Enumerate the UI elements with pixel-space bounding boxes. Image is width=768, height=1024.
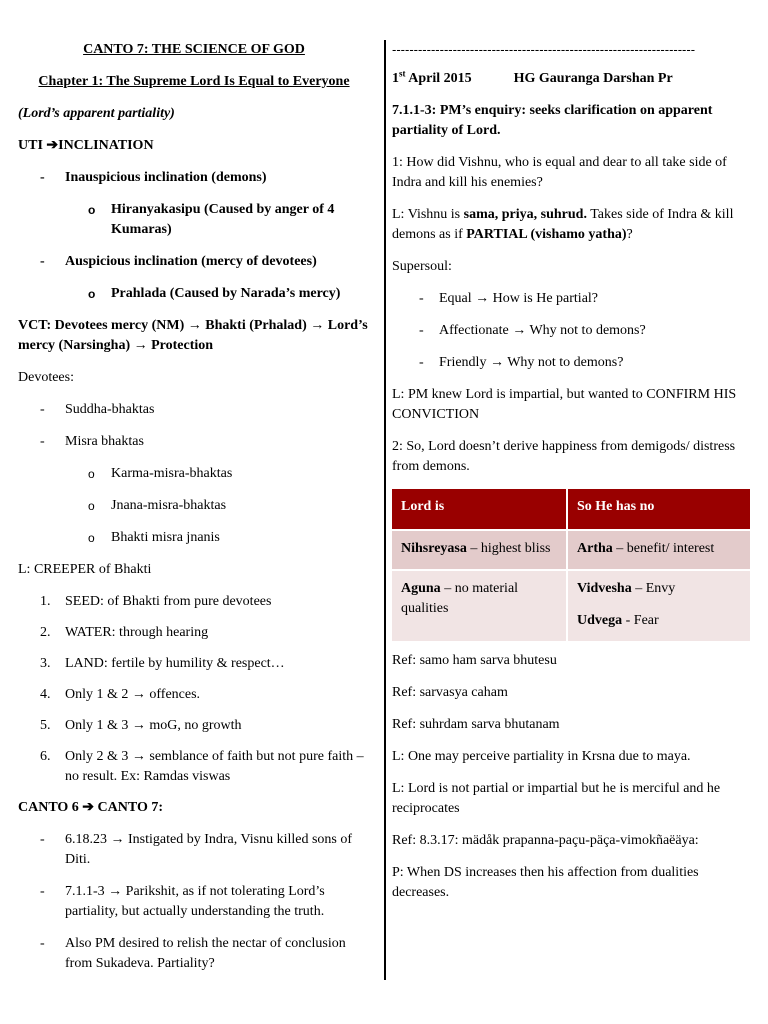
dash-bullet: - xyxy=(419,355,424,370)
list-item: - Also PM desired to relish the nectar of conclusion from Sukadeva. Partiality? xyxy=(40,936,346,971)
answer-1: L: Vishnu is sama, priya, suhrud. Takes side of Indra & kill demons as if PARTIAL (vishamo yatha)? xyxy=(392,207,734,242)
table-cell: Nihsreyasa – highest bliss xyxy=(392,530,567,570)
list-item: o Bhakti misra jnanis xyxy=(18,528,370,548)
verse-heading: 7.1.1-3: PM’s enquiry: seeks clarification on apparent partiality of Lord. xyxy=(392,103,713,138)
note-line: L: Lord is not partial or impartial but he is merciful and he reciprocates xyxy=(392,781,721,816)
reference-line: Ref: sarvasya caham xyxy=(392,685,508,700)
column-divider xyxy=(384,40,386,980)
dash-bullet: - xyxy=(40,936,45,951)
dash-bullet: - xyxy=(40,254,45,269)
left-column xyxy=(18,40,370,986)
subtitle: (Lord’s apparent partiality) xyxy=(18,106,175,121)
uti-heading: UTI ➔INCLINATION xyxy=(18,138,154,153)
creeper-heading: L: CREEPER of Bhakti xyxy=(18,562,152,577)
numbered-item: 1. SEED: of Bhakti from pure devotees xyxy=(40,594,272,609)
reference-line: Ref: samo ham sarva bhutesu xyxy=(392,653,557,668)
dash-bullet: - xyxy=(40,434,45,449)
table-header-row xyxy=(392,489,751,530)
question-2: 2: So, Lord doesn’t derive happiness from demigods/ distress from demons. xyxy=(392,439,736,474)
dash-bullet: - xyxy=(419,323,424,338)
numbered-item: 2. WATER: through hearing xyxy=(40,625,209,640)
chapter-title: Chapter 1: The Supreme Lord Is Equal to Everyone xyxy=(38,74,350,89)
table-row xyxy=(392,530,751,570)
list-item: - Inauspicious inclination (demons) xyxy=(18,168,370,188)
list-item: - Equal → How is He partial? xyxy=(392,289,752,309)
lecture-header xyxy=(392,69,752,89)
dash-bullet: - xyxy=(419,291,424,306)
dash-bullet: - xyxy=(40,170,45,185)
list-item: - Friendly → Why not to demons? xyxy=(392,353,752,373)
list-item: o Prahlada (Caused by Narada’s mercy) xyxy=(18,284,370,304)
note-line: L: One may perceive partiality in Krsna due to maya. xyxy=(392,749,691,764)
circle-bullet: o xyxy=(88,203,96,217)
reference-line: Ref: 8.3.17: mädåk prapanna-paçu-päça-vimokñaëäya: xyxy=(392,833,699,848)
dash-bullet: - xyxy=(40,402,45,417)
circle-bullet: o xyxy=(88,287,96,301)
circle-bullet: o xyxy=(88,467,95,481)
list-item: - 7.1.1-3 → Parikshit, as if not tolerating Lord’s partiality, but actually understanding the truth. xyxy=(40,884,325,919)
table-header: So He has no xyxy=(567,489,751,530)
canto-link-heading: CANTO 6 ➔ CANTO 7: xyxy=(18,800,164,815)
table-cell: Artha – benefit/ interest xyxy=(567,530,751,570)
numbered-item: 5. Only 1 & 3 → moG, no growth xyxy=(40,718,242,733)
table-cell: Vidvesha – Envy Udvega - Fear xyxy=(567,570,751,641)
right-column xyxy=(392,40,752,915)
answer-2: L: PM knew Lord is impartial, but wanted to CONFIRM HIS CONVICTION xyxy=(392,387,737,422)
question-1: 1: How did Vishnu, who is equal and dear to all take side of Indra and kill his enemies? xyxy=(392,155,727,190)
devotees-heading: Devotees: xyxy=(18,370,74,385)
speaker-name: HG Gauranga Darshan Pr xyxy=(513,71,673,86)
table-header: Lord is xyxy=(392,489,567,530)
note-line: P: When DS increases then his affection from dualities decreases. xyxy=(392,865,699,900)
table-cell: Aguna – no material qualities xyxy=(392,570,567,641)
list-item: o Jnana-misra-bhaktas xyxy=(18,496,370,516)
list-item: - Auspicious inclination (mercy of devotees) xyxy=(18,252,370,272)
dash-bullet: - xyxy=(40,832,45,847)
numbered-item: 4. Only 1 & 2 → offences. xyxy=(40,687,201,702)
reference-line: Ref: suhrdam sarva bhutanam xyxy=(392,717,560,732)
circle-bullet: o xyxy=(88,499,95,513)
circle-bullet: o xyxy=(88,531,95,545)
table-row xyxy=(392,570,751,641)
lecture-date: 1st April 2015 xyxy=(392,68,472,86)
supersoul-heading: Supersoul: xyxy=(392,259,452,274)
list-item: o Hiranyakasipu (Caused by anger of 4 Kumaras) xyxy=(88,202,335,237)
numbered-item: 6. Only 2 & 3 → semblance of faith but not pure faith – no result. Ex: Ramdas viswas xyxy=(40,749,364,784)
list-item: - Suddha-bhaktas xyxy=(18,400,370,420)
numbered-item: 3. LAND: fertile by humility & respect… xyxy=(40,656,285,671)
canto-title: CANTO 7: THE SCIENCE OF GOD xyxy=(83,42,305,57)
separator-dashes: ---------------------------------------------------------------------- xyxy=(392,42,696,57)
dash-bullet: - xyxy=(40,884,45,899)
list-item: - Affectionate → Why not to demons? xyxy=(392,321,752,341)
list-item: o Karma-misra-bhaktas xyxy=(18,464,370,484)
list-item: - Misra bhaktas xyxy=(18,432,370,452)
vct-note: VCT: Devotees mercy (NM) → Bhakti (Prhalad) → Lord’s mercy (Narsingha) → Protection xyxy=(18,318,368,353)
qualities-table xyxy=(392,489,752,641)
list-item: - 6.18.23 → Instigated by Indra, Visnu killed sons of Diti. xyxy=(40,832,353,867)
